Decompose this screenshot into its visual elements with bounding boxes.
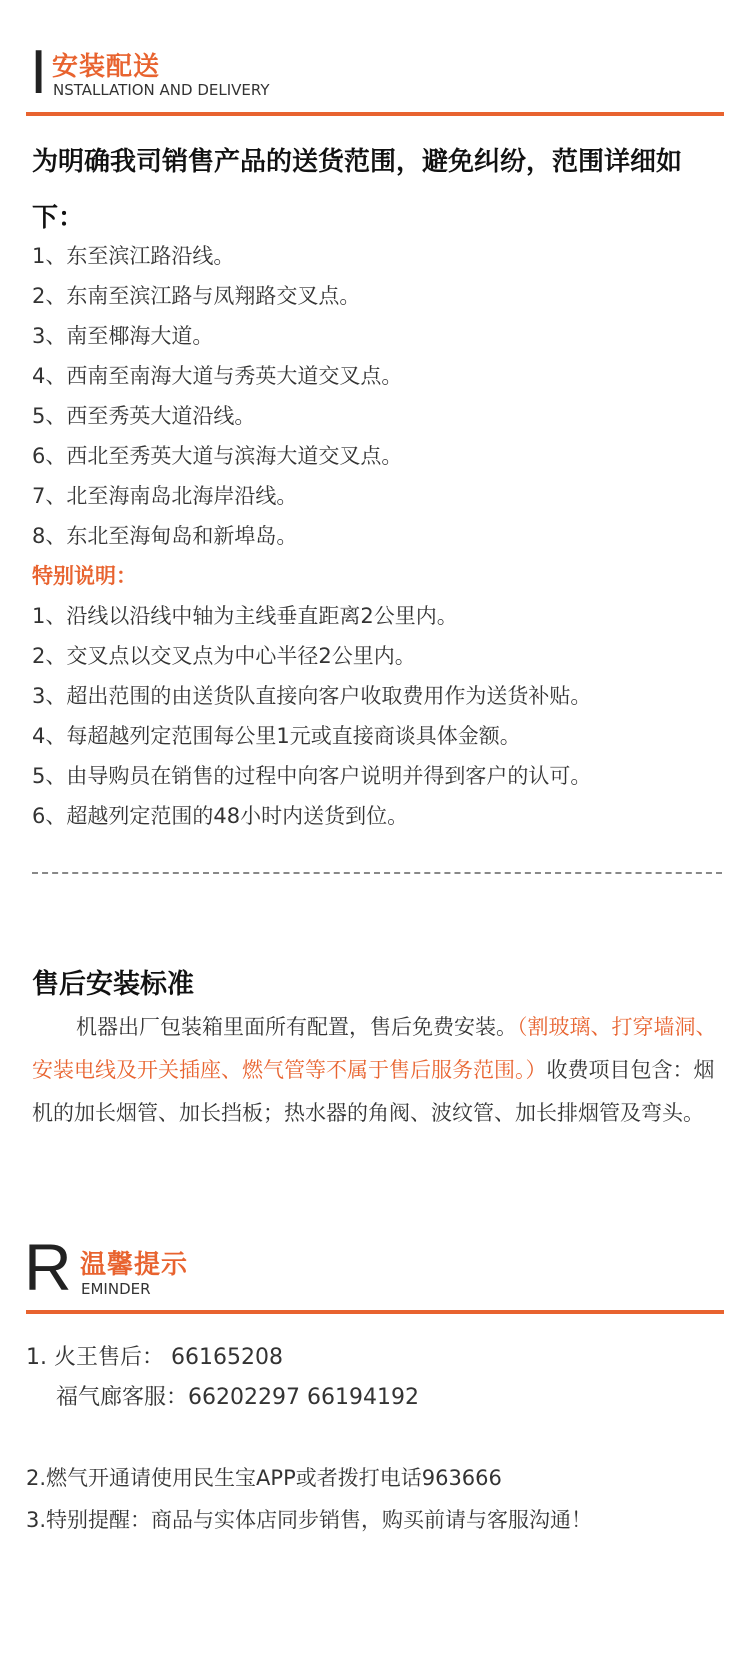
list-item: 3、超出范围的由送货队直接向客户收取费用作为送货补贴。 <box>32 684 592 708</box>
after-sales-heading: 售后安装标准 <box>32 969 194 1000</box>
section-initial-letter: I <box>30 38 48 107</box>
special-notes-label: 特别说明： <box>32 564 137 588</box>
list-item: 2、交叉点以交叉点为中心半径2公里内。 <box>32 644 416 668</box>
section-subtitle: NSTALLATION AND DELIVERY <box>53 81 270 99</box>
delivery-range-block <box>32 236 722 836</box>
after-sales-exclusions: （割玻璃、打穿墙洞、安装电线及开关插座、燃气管等不属于售后服务范围。） <box>32 1015 717 1082</box>
list-item: 8、东北至海甸岛和新埠岛。 <box>32 524 298 548</box>
list-item: 7、北至海南岛北海岸沿线。 <box>32 484 298 508</box>
list-item: 1、沿线以沿线中轴为主线垂直距离2公里内。 <box>32 604 458 628</box>
delivery-range-list <box>32 236 722 556</box>
list-item: 2、东南至滨江路与凤翔路交叉点。 <box>32 284 361 308</box>
section-header-installation <box>26 40 724 120</box>
after-sales-phone: 1. 火王售后： 66165208 <box>26 1345 283 1370</box>
list-item: 4、西南至南海大道与秀英大道交叉点。 <box>32 364 403 388</box>
delivery-intro-block <box>32 134 722 246</box>
list-item: 1、东至滨江路沿线。 <box>32 244 235 268</box>
section-initial-letter: R <box>24 1230 72 1304</box>
gas-activation-note: 2.燃气开通请使用民生宝APP或者拨打电话963666 <box>26 1466 502 1490</box>
list-item: 5、由导购员在销售的过程中向客户说明并得到客户的认可。 <box>32 764 592 788</box>
section-divider <box>26 1310 724 1314</box>
section-title: 安装配送 <box>52 52 161 82</box>
special-reminder: 3.特别提醒：商品与实体店同步销售，购买前请与客服沟通！ <box>26 1508 593 1532</box>
list-item: 6、超越列定范围的48小时内送货到位。 <box>32 804 409 828</box>
after-sales-text <box>32 1006 722 1135</box>
list-item: 3、南至椰海大道。 <box>32 324 214 348</box>
list-item: 5、西至秀英大道沿线。 <box>32 404 256 428</box>
after-sales-fees: 收费项目包含：烟机的加长烟管、加长挡板；热水器的角阀、波纹管、加长排烟管及弯头。 <box>32 1058 715 1125</box>
section-subtitle: EMINDER <box>81 1280 151 1298</box>
section-header-reminder <box>26 1228 724 1318</box>
customer-service-phones: 福气廊客服：66202297 66194192 <box>56 1385 419 1410</box>
list-item: 4、每超越列定范围每公里1元或直接商谈具体金额。 <box>32 724 521 748</box>
dashed-separator <box>32 872 722 874</box>
after-sales-free-install: 机器出厂包装箱里面所有配置，售后免费安装。 <box>76 1015 517 1039</box>
delivery-intro: 为明确我司销售产品的送货范围，避免纠纷，范围详细如下： <box>32 147 683 233</box>
section-divider <box>26 112 724 116</box>
section-title: 温馨提示 <box>80 1250 189 1280</box>
list-item: 6、西北至秀英大道与滨海大道交叉点。 <box>32 444 403 468</box>
special-notes-list <box>32 596 722 836</box>
